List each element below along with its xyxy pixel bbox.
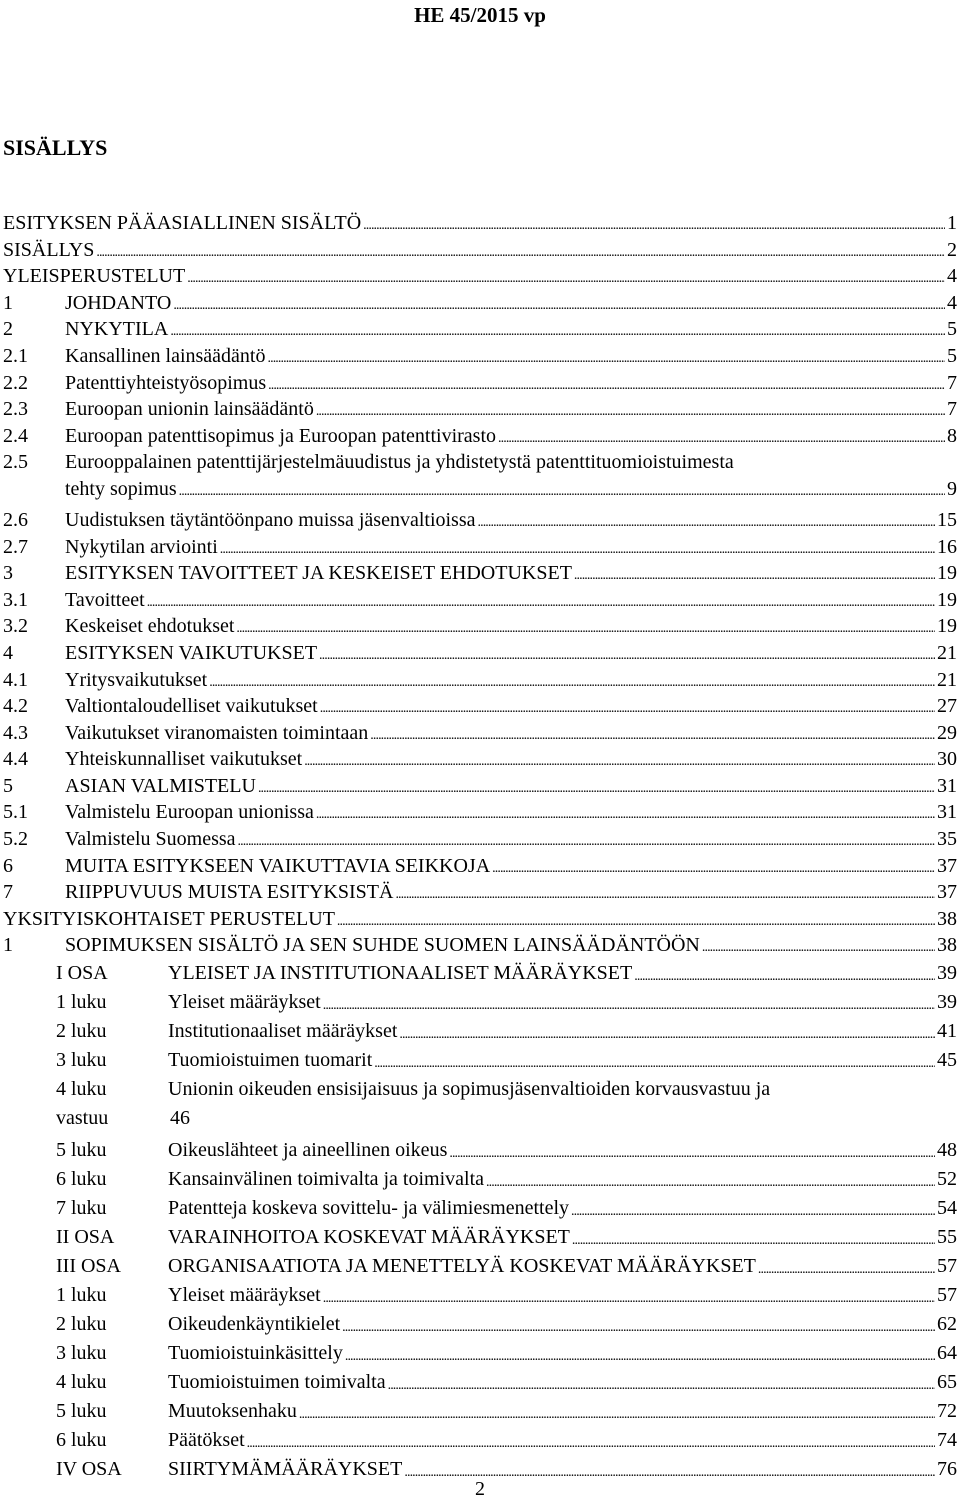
toc-entry-page: 19 (937, 588, 957, 611)
dot-leader (492, 854, 935, 878)
toc-entry-title: Muutoksenhaku (168, 1400, 297, 1423)
toc-entry-page: 19 (937, 562, 957, 585)
toc-entry[interactable] (3, 588, 957, 612)
toc-entry[interactable] (3, 424, 957, 448)
toc-entry-page: 74 (937, 1429, 957, 1452)
dot-leader (268, 344, 946, 368)
toc-entry-number: 3.1 (3, 588, 28, 611)
toc-entry-title: NYKYTILA (65, 318, 169, 341)
dot-leader (220, 535, 935, 559)
dot-leader (247, 1429, 935, 1453)
toc-entry-page: 54 (937, 1197, 957, 1220)
toc-entry[interactable] (3, 1282, 957, 1308)
toc-entry-page: 9 (947, 478, 957, 501)
toc-entry-title: Keskeiset ehdotukset (65, 615, 235, 638)
dot-leader (449, 1139, 935, 1163)
toc-entry-number: 3 (3, 562, 13, 585)
toc-entry-title: JOHDANTO (65, 291, 172, 314)
toc-entry-title: SIIRTYMÄMÄÄRÄYKSET (168, 1458, 403, 1481)
toc-entry[interactable] (3, 614, 957, 638)
dot-leader (758, 1255, 935, 1279)
toc-entry[interactable] (3, 397, 957, 421)
toc-entry-number: 3 luku (56, 1342, 107, 1365)
toc-entry-title: Kansainvälinen toimivalta ja toimivalta (168, 1168, 485, 1191)
dot-leader (319, 641, 935, 665)
toc-entry-page: 37 (937, 881, 957, 904)
toc-entry-page: 16 (937, 535, 957, 558)
dot-leader (323, 1284, 935, 1308)
toc-entry-title: Yleiset määräykset (168, 991, 321, 1014)
dot-leader (370, 721, 935, 745)
toc-entry-page: 31 (937, 774, 957, 797)
dot-leader (179, 477, 945, 501)
toc-entry-page: 76 (937, 1458, 957, 1481)
toc-entry-title: YLEISET JA INSTITUTIONAALISET MÄÄRÄYKSET (168, 962, 633, 985)
toc-entry[interactable] (3, 1018, 957, 1044)
toc-entry-page: 21 (937, 668, 957, 691)
toc-entry-page: 7 (947, 371, 957, 394)
toc-entry[interactable] (3, 1076, 957, 1134)
toc-entry-page: 27 (937, 695, 957, 718)
toc-entry-page: 38 (937, 934, 957, 957)
toc-entry[interactable] (3, 561, 957, 585)
toc-entry[interactable] (3, 1137, 957, 1163)
toc-entry-title: Oikeuslähteet ja aineellinen oikeus (168, 1139, 448, 1162)
toc-entry-page: 30 (937, 748, 957, 771)
dot-leader (268, 371, 945, 395)
toc-entry[interactable] (3, 747, 957, 771)
toc-entry-number: 5.2 (3, 828, 28, 851)
toc-entry-number: 7 (3, 881, 13, 904)
toc-entry-number: 2.6 (3, 508, 28, 531)
toc-entry-page: 72 (937, 1400, 957, 1423)
toc-entry-number: 2.3 (3, 398, 28, 421)
toc-entry-title: ORGANISAATIOTA JA MENETTELYÄ KOSKEVAT MÄÄRÄYKSET (168, 1255, 756, 1278)
toc-entry-page: 62 (937, 1313, 957, 1336)
toc-entry-page: 29 (937, 721, 957, 744)
toc-entry-number: II OSA (56, 1226, 115, 1249)
dot-leader (345, 1342, 935, 1366)
toc-entry-title: Vaikutukset viranomaisten toimintaan (65, 721, 369, 744)
toc-entry[interactable] (3, 535, 957, 559)
toc-entry[interactable] (3, 1427, 957, 1453)
dot-leader (572, 1226, 935, 1250)
toc-entry-number: 5.1 (3, 801, 28, 824)
toc-entry-page: 4 (947, 291, 957, 314)
toc-entry[interactable] (3, 827, 957, 851)
toc-entry-number: 2.4 (3, 424, 28, 447)
toc-entry-title: Nykytilan arviointi (65, 535, 218, 558)
toc-entry-page: 7 (947, 398, 957, 421)
toc-entry-page: 38 (937, 907, 957, 930)
toc-entry[interactable] (3, 1398, 957, 1424)
toc-entry-title: ESITYKSEN VAIKUTUKSET (65, 641, 318, 664)
dot-leader (173, 291, 945, 315)
toc-entry-title: Yhteiskunnalliset vaikutukset (65, 748, 303, 771)
dot-leader (395, 880, 935, 904)
toc-entry[interactable] (3, 800, 957, 824)
dot-leader (299, 1400, 935, 1424)
dot-leader (209, 668, 935, 692)
toc-entry-title: Oikeudenkäyntikielet (168, 1313, 341, 1336)
dot-leader (96, 238, 945, 262)
dot-leader (342, 1313, 935, 1337)
toc-entry-page: 57 (937, 1255, 957, 1278)
toc-entry-title-continued: tehty sopimus (65, 478, 177, 501)
toc-entry[interactable] (3, 933, 957, 957)
toc-entry-page: 37 (937, 854, 957, 877)
dot-leader (323, 991, 935, 1015)
toc-entry-title: Valmistelu Suomessa (65, 828, 236, 851)
toc-entry-page: 5 (947, 344, 957, 367)
dot-leader (634, 962, 935, 986)
toc-entry-number: 4.2 (3, 695, 28, 718)
dot-leader (170, 317, 945, 341)
toc-entry[interactable] (3, 1047, 957, 1073)
dot-leader (236, 614, 935, 638)
toc-entry[interactable] (3, 1311, 957, 1337)
toc-entry[interactable] (3, 371, 957, 395)
toc-entry-number: 2.1 (3, 344, 28, 367)
toc-entry-title: Päätökset (168, 1429, 245, 1452)
toc-entry[interactable] (3, 641, 957, 665)
toc-entry[interactable] (3, 1340, 957, 1366)
toc-entry[interactable] (3, 960, 957, 986)
toc-entry[interactable] (3, 854, 957, 878)
toc-entry-number: 3.2 (3, 615, 28, 638)
toc-entry-page: 2 (947, 238, 957, 261)
dot-leader (486, 1168, 935, 1192)
toc-entry-page: 64 (937, 1342, 957, 1365)
toc-entry-number: IV OSA (56, 1458, 122, 1481)
toc-entry-page: 15 (937, 508, 957, 531)
page-number: 2 (475, 1478, 485, 1500)
toc-entry-number: 2.5 (3, 451, 28, 474)
toc-entry-page: 5 (947, 318, 957, 341)
toc-entry-title: Euroopan unionin lainsäädäntö (65, 398, 314, 421)
toc-entry-title: VARAINHOITOA KOSKEVAT MÄÄRÄYKSET (168, 1226, 570, 1249)
toc-entry-number: 6 luku (56, 1168, 107, 1191)
toc-entry-number: 1 (3, 291, 13, 314)
toc-entry[interactable] (3, 989, 957, 1015)
dot-leader (304, 747, 935, 771)
dot-leader (574, 561, 935, 585)
toc-entry-page: 1 (947, 212, 957, 234)
toc-entry-page: 35 (937, 828, 957, 851)
toc-entry-title: Kansallinen lainsäädäntö (65, 344, 266, 367)
dot-leader (363, 211, 945, 235)
dot-leader (320, 694, 935, 718)
toc-entry[interactable] (3, 1369, 957, 1395)
toc-entry-number: 2 luku (56, 1313, 107, 1336)
page-header: HE 45/2015 vp (414, 3, 546, 27)
toc-entry-number: 4.3 (3, 721, 28, 744)
toc-entry-title: Yleiset määräykset (168, 1284, 321, 1307)
toc-entry-page: 31 (937, 801, 957, 824)
toc-entry-page: 39 (937, 991, 957, 1014)
dot-leader (316, 397, 945, 421)
toc-entry[interactable] (3, 1224, 957, 1250)
toc-entry-page: 8 (947, 424, 957, 447)
toc-entry-number: 5 luku (56, 1400, 107, 1423)
toc-entry-page: 57 (937, 1284, 957, 1307)
toc-entry-title: Valmistelu Euroopan unionissa (65, 801, 314, 824)
toc-entry-title: Uudistuksen täytäntöönpano muissa jäsenvaltioissa (65, 508, 476, 531)
toc-entry[interactable] (3, 1166, 957, 1192)
toc-entry-title: Institutionaaliset määräykset (168, 1020, 398, 1043)
toc-entry-title: Tuomioistuimen tuomarit (168, 1049, 373, 1072)
toc-entry-title: SISÄLLYS (3, 238, 95, 261)
toc-entry[interactable] (3, 211, 957, 235)
toc-entry-number: I OSA (56, 962, 108, 985)
toc-entry-page: 39 (937, 962, 957, 985)
toc-entry-number: 3 luku (56, 1049, 107, 1072)
toc-entry-page: 48 (937, 1139, 957, 1162)
toc-entry-page: 45 (937, 1049, 957, 1072)
toc-entry-number: 6 luku (56, 1429, 107, 1452)
toc-entry[interactable] (3, 317, 957, 341)
dot-leader (702, 933, 935, 957)
toc-entry-number: 4 luku (56, 1078, 107, 1101)
toc-entry[interactable] (3, 880, 957, 904)
toc-entry-title: Tuomioistuimen toimivalta (168, 1371, 386, 1394)
toc-entry-number: 5 (3, 774, 13, 797)
toc-entry[interactable] (3, 721, 957, 745)
dot-leader (571, 1197, 935, 1221)
table-of-contents (3, 211, 957, 1485)
toc-entry-title: YKSITYISKOHTAISET PERUSTELUT (3, 907, 335, 930)
toc-entry[interactable] (3, 344, 957, 368)
toc-entry[interactable] (3, 907, 957, 931)
toc-entry[interactable] (3, 238, 957, 262)
toc-entry-page: 46 (170, 1107, 190, 1130)
toc-entry-title: ESITYKSEN TAVOITTEET JA KESKEISET EHDOTUKSET (65, 562, 572, 585)
toc-entry-title: Patenttiyhteistyösopimus (65, 371, 267, 394)
dot-leader (337, 907, 935, 931)
toc-entry-number: 4 luku (56, 1371, 107, 1394)
toc-entry-number: 4.1 (3, 668, 28, 691)
toc-entry[interactable] (3, 1195, 957, 1221)
toc-entry-number: 4 (3, 641, 13, 664)
toc-entry-title: Euroopan patenttisopimus ja Euroopan patenttivirasto (65, 424, 497, 447)
toc-entry-page: 52 (937, 1168, 957, 1191)
toc-entry[interactable] (3, 1253, 957, 1279)
toc-entry[interactable] (3, 694, 957, 718)
toc-entry-title: ESITYKSEN PÄÄASIALLINEN SISÄLTÖ (3, 212, 362, 234)
dot-leader (374, 1049, 935, 1073)
toc-entry-title: Yritysvaikutukset (65, 668, 208, 691)
toc-entry-title: Eurooppalainen patenttijärjestelmäuudistus ja yhdistetystä patenttituomioistuimesta (65, 451, 734, 474)
toc-entry-number: 4.4 (3, 748, 28, 771)
toc-entry-title: Patentteja koskeva sovittelu- ja välimiesmenettely (168, 1197, 569, 1220)
toc-entry-page: 4 (947, 265, 957, 288)
dot-leader (316, 800, 935, 824)
toc-heading: SISÄLLYS (3, 135, 108, 160)
toc-entry[interactable] (3, 450, 957, 505)
toc-entry-title: Tavoitteet (65, 588, 145, 611)
toc-entry[interactable] (3, 508, 957, 532)
toc-entry-page: 21 (937, 641, 957, 664)
dot-leader (498, 424, 945, 448)
toc-entry-number: 2 luku (56, 1020, 107, 1043)
dot-leader (388, 1371, 935, 1395)
toc-entry-number: 7 luku (56, 1197, 107, 1220)
toc-entry-title-continued: vastuu (56, 1107, 109, 1130)
toc-entry-number: III OSA (56, 1255, 121, 1278)
toc-entry-page: 65 (937, 1371, 957, 1394)
toc-entry-page: 19 (937, 615, 957, 638)
toc-entry-number: 1 luku (56, 1284, 107, 1307)
dot-leader (238, 827, 935, 851)
toc-entry-page: 41 (937, 1020, 957, 1043)
dot-leader (187, 264, 945, 288)
toc-entry[interactable] (3, 668, 957, 692)
toc-entry[interactable] (3, 774, 957, 798)
dot-leader (478, 508, 936, 532)
toc-entry-number: 1 luku (56, 991, 107, 1014)
toc-entry-number: 1 (3, 934, 13, 957)
toc-entry-title: MUITA ESITYKSEEN VAIKUTTAVIA SEIKKOJA (65, 854, 491, 877)
dot-leader (147, 588, 935, 612)
toc-entry[interactable] (3, 264, 957, 288)
toc-entry-number: 2.2 (3, 371, 28, 394)
toc-entry-page: 55 (937, 1226, 957, 1249)
toc-entry-number: 6 (3, 854, 13, 877)
toc-entry-title: Valtiontaloudelliset vaikutukset (65, 695, 318, 718)
toc-entry-number: 2 (3, 318, 13, 341)
toc-entry-title: Unionin oikeuden ensisijaisuus ja sopimusjäsenvaltioiden korvausvastuu ja (168, 1078, 771, 1101)
dot-leader (399, 1020, 935, 1044)
toc-entry-number: 5 luku (56, 1139, 107, 1162)
dot-leader (258, 774, 935, 798)
toc-entry-title: Tuomioistuinkäsittely (168, 1342, 343, 1365)
toc-entry-title: SOPIMUKSEN SISÄLTÖ JA SEN SUHDE SUOMEN LAINSÄÄDÄNTÖÖN (65, 934, 700, 957)
toc-entry-title: RIIPPUVUUS MUISTA ESITYKSISTÄ (65, 881, 394, 904)
toc-entry-number: 2.7 (3, 535, 28, 558)
toc-entry-title: ASIAN VALMISTELU (65, 774, 256, 797)
toc-entry-title: YLEISPERUSTELUT (3, 265, 186, 288)
toc-entry[interactable] (3, 291, 957, 315)
